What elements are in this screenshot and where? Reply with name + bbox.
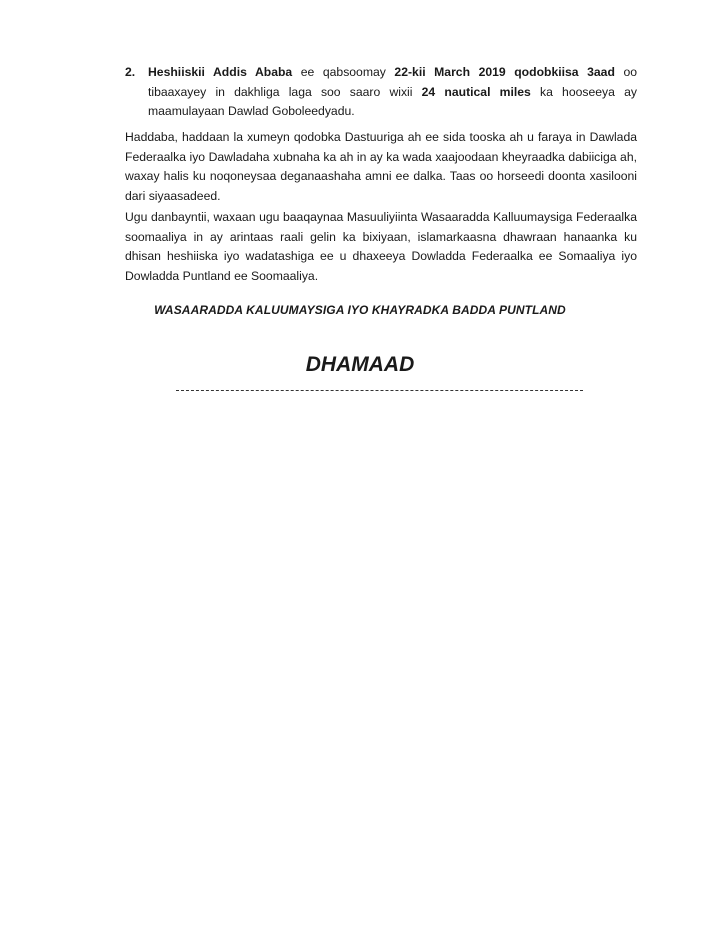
nautical-miles-value: 24 nautical miles	[421, 84, 531, 99]
paragraph-ugu-danbayntii: Ugu danbayntii, waxaan ugu baaqaynaa Masuuliyiinta Wasaaradda Kalluumaysiga Federaalka soomaaliya in ay arintaas raali gelin ka bixiyaan, islamarkaasna dhawraan hanaanka ku dhisan heshiiska iyo wadatashiga ee u dhaxeeya Dowladda Federaalka ee Somaaliya iyo Dowladda Puntland ee Soomaaliya.	[125, 210, 637, 283]
paragraph-haddaba: Haddaba, haddaan la xumeyn qodobka Dastuuriga ah ee sida tooska ah u faraya in Dawlada Federaalka iyo Dawladaha xubnaha ka ah in ay ka wada xaajoodaan kheyraadka dabiiciga ah, waxay halis ku noqoneysaa deganaashaha amni ee dalka. Taas oo horseedi doonta xasilooni dari siyaasadeed.	[125, 130, 637, 203]
agreement-name: Heshiiskii Addis Ababa	[148, 65, 293, 79]
item-2-text-segment: oo tibaaxayey in dakhliga laga soo saaro wixii	[148, 65, 638, 99]
item-2-text	[148, 63, 637, 122]
item-2-text-segment: ee qabsoomay	[292, 65, 395, 79]
end-title: DHAMAAD	[305, 353, 415, 376]
numbered-item-2	[125, 63, 637, 122]
ministry-signature: WASAARADDA KALUUMAYSIGA IYO KHAYRADKA BADDA PUNTLAND	[154, 303, 566, 317]
item-number: 2.	[125, 65, 136, 79]
agreement-date-clause: 22-kii March 2019 qodobkiisa 3aad	[394, 65, 615, 79]
item-2-text-segment: ka hooseeya ay maamulayaan Dawlad Goboleedyadu.	[148, 84, 637, 118]
end-dashed-line	[176, 390, 583, 391]
